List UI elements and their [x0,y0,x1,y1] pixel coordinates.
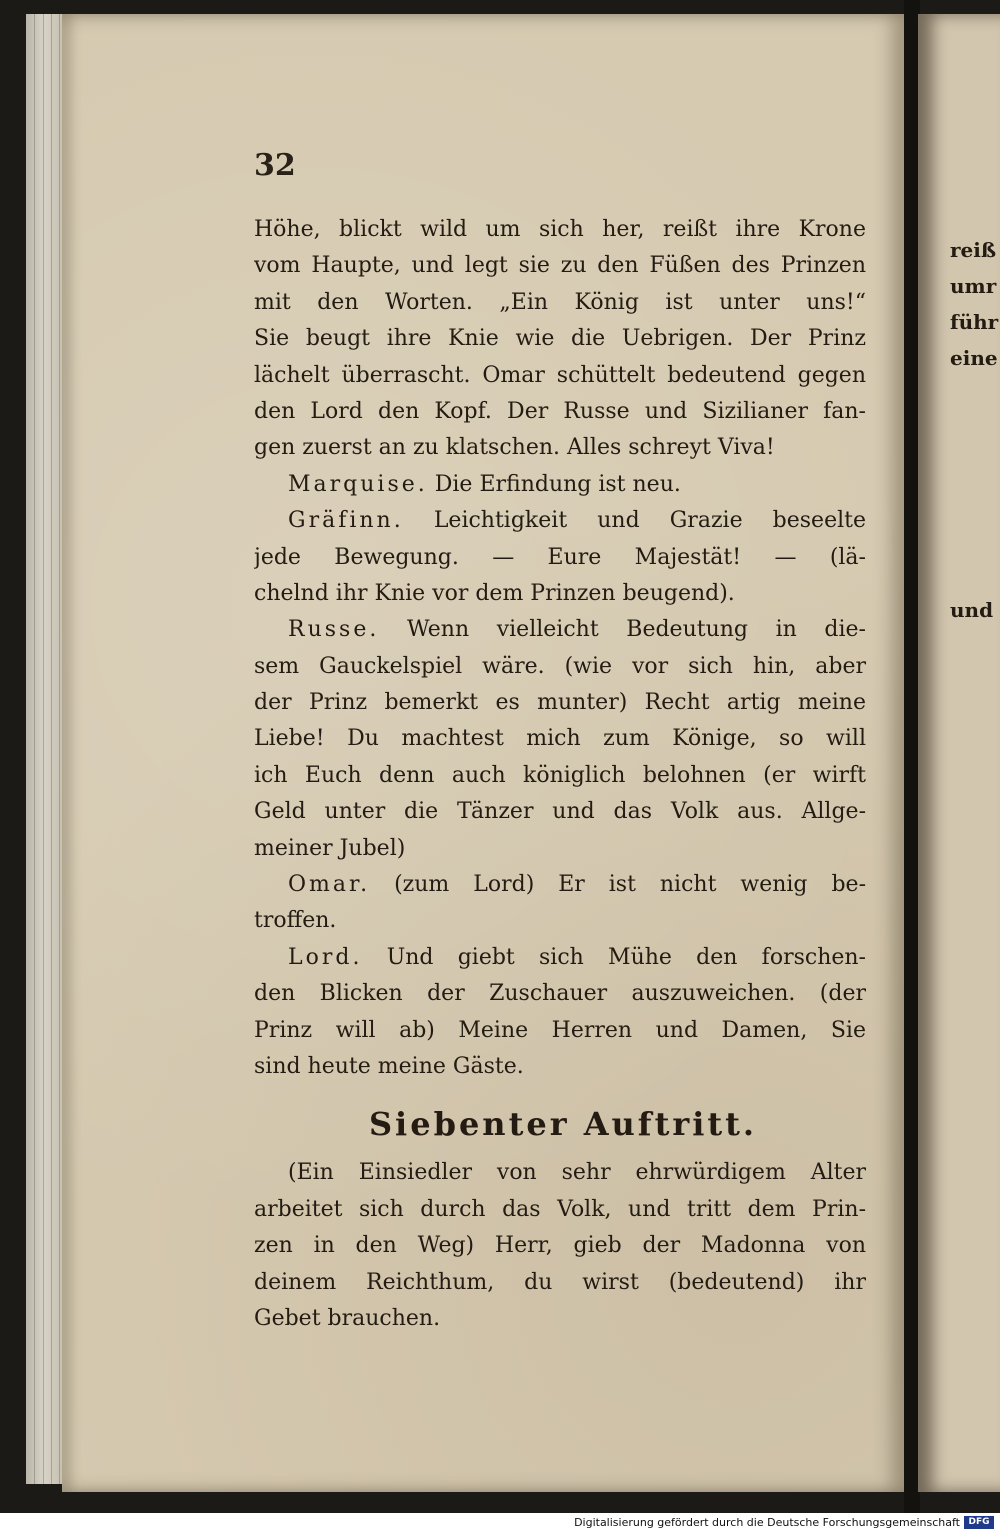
text-line: meiner Jubel) [254,835,406,861]
text-line: troffen. [254,908,337,934]
text-line: sem Gauckelspiel wäre. (wie vor sich hin, aber [254,653,866,679]
dfg-logo: DFG [964,1516,994,1529]
next-page-fragment: reiß [950,238,997,262]
text-line: Höhe, blickt wild um sich her, reißt ihre Krone [254,217,866,242]
speech-text: Wenn vielleicht Bedeutung in die- [406,617,866,643]
speech-lord [254,940,866,976]
next-page-fragment: umr [950,274,997,298]
scene-heading: Siebenter Auftritt. [368,1105,758,1144]
speech-text: Die Erfindung ist neu. [434,471,681,497]
next-page-text [950,232,998,376]
text-line: vom Haupte, und legt sie zu den Füßen des Prinzen [254,253,866,279]
speech-marquise [254,467,866,503]
footer-bar [0,1513,1000,1533]
text-line: der Prinz bemerkt es munter) Recht artig meine [254,690,866,716]
page-number: 32 [254,148,296,183]
speaker-name: Russe. [288,617,380,643]
next-page-fragment: führ [950,310,999,334]
text-line: zen in den Weg) Herr, gieb der Madonna von [254,1233,866,1259]
next-page-fragment: und [950,598,994,622]
speaker-name: Omar. [288,872,371,898]
text-line: sind heute meine Gäste. [254,1053,524,1079]
text-line: den Lord den Kopf. Der Russe und Sizilianer fan- [254,398,866,424]
speech-text: (zum Lord) Er ist nicht wenig be- [394,872,866,898]
speaker-name: Gräfinn. [288,508,404,534]
text-line: Prinz will ab) Meine Herren und Damen, Sie [254,1017,866,1043]
text-line: den Blicken der Zuschauer auszuweichen. (der [254,981,866,1007]
text-body [254,212,866,1337]
footer-credit: Digitalisierung gefördert durch die Deutsche Forschungsgemeinschaft [574,1516,960,1529]
speech-graefinn [254,503,866,539]
text-line: Geld unter die Tänzer und das Volk aus. Allge- [254,799,866,825]
speaker-name: Lord. [288,944,363,970]
text-line: lächelt überrascht. Omar schüttelt bedeutend gegen [254,362,866,388]
speech-omar [254,867,866,903]
text-line: deinem Reichthum, du wirst (bedeutend) ihr [254,1269,866,1295]
text-line: jede Bewegung. — Eure Majestät! — (lä- [254,544,866,570]
scene-direction: (Ein Einsiedler von sehr ehrwürdigem Alter [288,1160,866,1186]
speech-text: Und giebt sich Mühe den forschen- [386,944,866,970]
text-line: Gebet brauchen. [254,1305,441,1331]
next-page-fragment: eine [950,346,998,370]
speaker-name: Marquise. [288,471,428,497]
text-line: gen zuerst an zu klatschen. Alles schreyt Viva! [254,435,775,461]
text-line: chelnd ihr Knie vor dem Prinzen beugend). [254,580,735,606]
speech-text: Leichtigkeit und Grazie beseelte [433,508,866,534]
speech-russe [254,612,866,648]
text-line: mit den Worten. „Ein König ist unter uns!“ [254,289,866,315]
text-line: Sie beugt ihre Knie wie die Uebrigen. Der Prinz [254,326,866,352]
text-line: ich Euch denn auch königlich belohnen (er wirft [254,762,866,788]
text-line: Liebe! Du machtest mich zum Könige, so will [254,726,866,752]
text-line: arbeitet sich durch das Volk, und tritt dem Prin- [254,1196,866,1222]
